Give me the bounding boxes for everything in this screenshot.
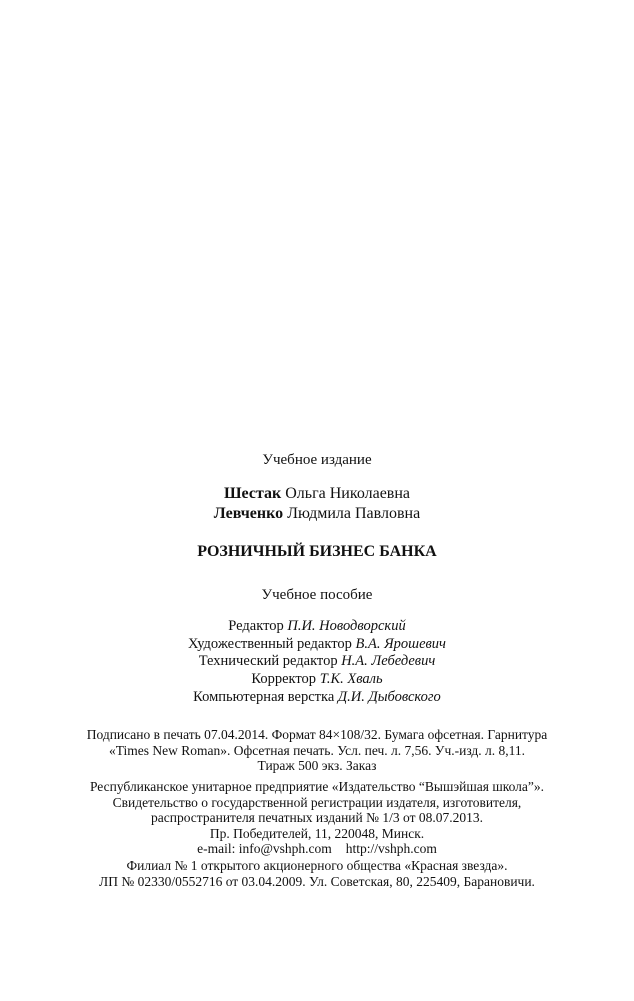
credit-role: Редактор — [228, 618, 284, 634]
imprint-block — [0, 727, 634, 774]
credits-block — [0, 618, 634, 707]
author-2 — [0, 504, 634, 524]
publisher-line: распространителя печатных изданий № 1/3 от 08.07.2013. — [151, 810, 483, 825]
imprint-line: Тираж 500 экз. Заказ — [257, 758, 377, 773]
credit-name: Д.И. Дыбовского — [337, 688, 441, 705]
credit-proofreader — [0, 671, 634, 689]
credit-name: Н.А. Лебедевич — [341, 653, 436, 670]
author-1-surname: Шестак — [223, 485, 282, 502]
publisher-email: e-mail: info@vshph.com — [197, 841, 332, 856]
author-1 — [0, 484, 634, 504]
credit-name: Т.К. Хваль — [319, 671, 383, 688]
author-2-given: Людмила Павловна — [287, 505, 421, 522]
credit-name: П.И. Новодворский — [287, 618, 406, 634]
credit-editor — [0, 618, 634, 636]
printer-block — [0, 858, 634, 889]
edition-type: Учебное издание — [262, 452, 372, 468]
credit-role: Технический редактор — [198, 653, 338, 670]
publisher-line: Республиканское унитарное предприятие «Издательство “Вышэйшая школа”». — [89, 779, 545, 794]
book-kind: Учебное пособие — [261, 587, 373, 603]
publisher-block — [0, 779, 634, 857]
publisher-contacts — [0, 841, 634, 857]
credit-role: Компьютерная верстка — [193, 688, 335, 705]
imprint-line: «Times New Roman». Офсетная печать. Усл. печ. л. 7,56. Уч.-изд. л. 8,11. — [108, 742, 526, 758]
publisher-line: Свидетельство о государственной регистрации издателя, изготовителя, — [112, 794, 522, 810]
credit-name: В.А. Ярошевич — [355, 635, 446, 652]
imprint-line: Подписано в печать 07.04.2014. Формат 84×108/32. Бумага офсетная. Гарнитура — [86, 727, 548, 742]
credit-role: Корректор — [251, 671, 317, 688]
credit-layout — [0, 689, 634, 707]
printer-line: ЛП № 02330/0552716 от 03.04.2009. Ул. Советская, 80, 225409, Барановичи. — [99, 873, 535, 889]
publisher-address: Пр. Победителей, 11, 220048, Минск. — [209, 825, 425, 841]
book-title: РОЗНИЧНЫЙ БИЗНЕС БАНКА — [197, 543, 437, 560]
publisher-website: http://vshph.com — [345, 841, 437, 856]
printer-line: Филиал № 1 открытого акционерного общества «Красная звезда». — [126, 858, 508, 873]
credit-art-editor — [0, 636, 634, 654]
author-2-surname: Левченко — [213, 505, 284, 522]
author-1-given: Ольга Николаевна — [285, 485, 411, 502]
credit-tech-editor — [0, 653, 634, 671]
credit-role: Художественный редактор — [188, 635, 352, 652]
authors-block — [0, 484, 634, 524]
